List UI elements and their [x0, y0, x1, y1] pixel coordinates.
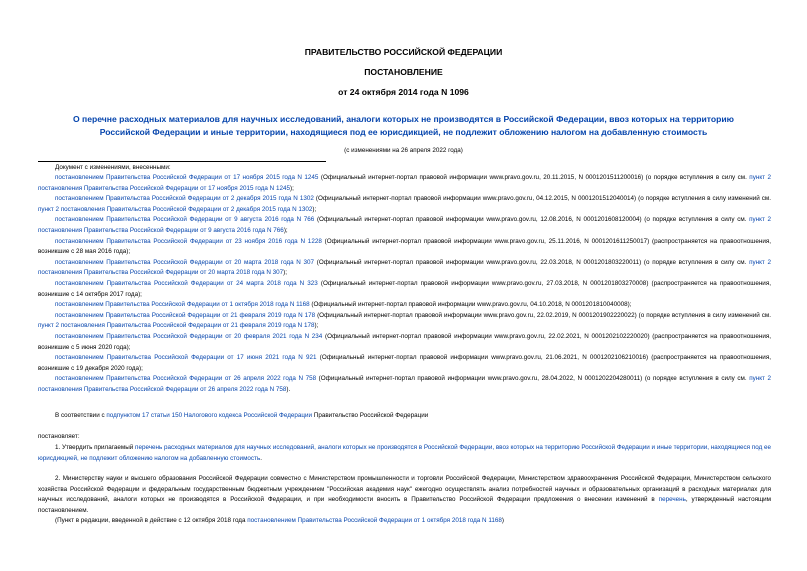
separator-line [38, 161, 326, 162]
point-2: 2. Министерству науки и высшего образования Российской Федерации совместно с Министерством промышленности и торговли Российской Федерации, Министерством здравоохранения Российской Федерации, Министерством сельского хозяйства Российской Федерации и федеральным государственным бюджетным учреждением "Российская академия наук" ежегодно осуществлять анализ потребностей научных и образовательных организаций в расходных материалах для научных исследований, аналоги которых не производятся в Российской Федерации, и при необходимости вносить в Правительство Российской Федерации предложения о внесении изменений в перечень, утвержденный настоящим постановлением. [38, 475, 772, 514]
change-item: постановлением Правительства Российской Федерации от 26 апреля 2022 года N 758 (Официальный интернет-портал правовой информации www.pravo.gov.ru, 28.04.2022, N 0001202204280011) (о порядке вступления в силу см. пункт 2 постановления Правительства Российской Федерации от 26 апреля 2022 года N 758). [38, 375, 772, 393]
amendment-link[interactable]: постановлением Правительства Российской Федерации от 1 октября 2018 года N 1168 [247, 517, 502, 524]
change-link[interactable]: постановлением Правительства Российской Федерации от 20 февраля 2021 года N 234 [55, 332, 323, 340]
tax-code-link[interactable]: подпунктом 17 статьи 150 Налогового кодекса Российской Федерации [106, 412, 313, 419]
changes-intro: Документ с изменениями, внесенными: [55, 164, 171, 171]
change-link-point[interactable]: пункт 2 постановления Правительства Российской Федерации от 21 февраля 2019 года N 178 [38, 322, 315, 330]
change-item: постановлением Правительства Российской Федерации от 1 октября 2018 года N 1168 (Официальный интернет-портал правовой информации www.pravo.gov.ru, 04.10.2018, N 0001201810040008); [55, 301, 632, 309]
change-link-point[interactable]: пункт 2 постановления Правительства Российской Федерации от 20 марта 2018 года N 307 [38, 258, 772, 277]
change-item: постановлением Правительства Российской Федерации от 17 ноября 2015 года N 1245 (Официальный интернет-портал правовой информации www.pravo.gov.ru, 20.11.2015, N 0001201511200016) (о порядке вступления в силу см. пункт 2 постановления Правительства Российской Федерации от 17 ноября 2015 года N 1245); [38, 174, 771, 192]
change-item: постановлением Правительства Российской Федерации от 24 марта 2018 года N 323 (Официальный интернет-портал правовой информации www.pravo.gov.ru, 27.03.2018, N 0001201803270008) (распространяется на правоотношения, возникшие с 14 октября 2017 года); [38, 279, 771, 298]
change-item: постановлением Правительства Российской Федерации от 2 декабря 2015 года N 1302 (Официальный интернет-портал правовой информации www.pravo.gov.ru, 04.12.2015, N 0001201512040014) (о порядке вступления в силу изменений см. пункт 2 постановления Правительства Российской Федерации от 2 декабря 2015 года N 1302); [38, 195, 771, 213]
point-1: 1. Утвердить прилагаемый перечень расходных материалов для научных исследований, аналоги которых не производятся в Российской Федерации, ввоз которых на территорию Российской Федерации и иные территории, находящиеся под ее юрисдикцией, не подлежит обложению налогом на добавленную стоимость. [38, 444, 772, 462]
change-link[interactable]: постановлением Правительства Российской Федерации от 24 марта 2018 года N 323 [55, 279, 318, 287]
change-item: постановлением Правительства Российской Федерации от 17 июня 2021 года N 921 (Официальный интернет-портал правовой информации www.pravo.gov.ru, 21.06.2021, N 0001202106210016) (распространяется на правоотношения, возникшие с 19 декабря 2020 года); [38, 354, 771, 372]
change-link-point[interactable]: пункт 2 постановления Правительства Российской Федерации от 17 ноября 2015 года N 1245 [38, 174, 771, 192]
change-item: постановлением Правительства Российской Федерации от 21 февраля 2019 года N 178 (Официальный интернет-портал правовой информации www.pravo.gov.ru, 22.02.2019, N 0001201902220022) (о порядке вступления в силу изменений см. пункт 2 постановления Правительства Российской Федерации от 21 февраля 2019 года N 178); [38, 311, 771, 330]
change-link[interactable]: постановлением Правительства Российской Федерации от 17 июня 2021 года N 921 [55, 354, 317, 362]
change-link[interactable]: постановлением Правительства Российской Федерации от 2 декабря 2015 года N 1302 [55, 195, 314, 203]
government-header: ПРАВИТЕЛЬСТВО РОССИЙСКОЙ ФЕДЕРАЦИИ [304, 47, 503, 57]
edition-note: (с изменениями на 26 апреля 2022 года) [344, 147, 463, 154]
change-link-point[interactable]: пункт 2 постановления Правительства Российской Федерации от 26 апреля 2022 года N 758 [38, 375, 772, 393]
document-date-number: от 24 октября 2014 года N 1096 [338, 87, 469, 97]
change-item: постановлением Правительства Российской Федерации от 20 марта 2018 года N 307 (Официальный интернет-портал правовой информации www.pravo.gov.ru, 22.03.2018, N 0001201803220011) (о порядке вступления в силу см. пункт 2 постановления Правительства Российской Федерации от 20 марта 2018 года N 307); [38, 258, 772, 277]
change-link[interactable]: постановлением Правительства Российской Федерации от 20 марта 2018 года N 307 [55, 258, 315, 266]
change-item: постановлением Правительства Российской Федерации от 23 ноября 2016 года N 1228 (Официальный интернет-портал правовой информации www.pravo.gov.ru, 25.11.2016, N 0001201611250017) (распространяется на правоотношения, возникшие с 28 мая 2016 года); [38, 237, 771, 256]
document-title: О перечне расходных материалов для научных исследований, аналоги которых не производятся в Российской Федерации, ввоз которых на территорию Российской Федерации и иные территории, находящиеся под ее юрисдикцией, не подлежит обложению налогом на добавленную стоимость [72, 114, 735, 137]
basis-paragraph: В соответствии с подпунктом 17 статьи 150 Налогового кодекса Российской Федерации Правительство Российской Федерации [55, 412, 429, 419]
change-link[interactable]: постановлением Правительства Российской Федерации от 17 ноября 2015 года N 1245 [55, 174, 319, 181]
list-link[interactable]: перечень расходных материалов для научных исследований, аналоги которых не производятся в Российской Федерации, ввоз которых на территорию Российской Федерации и иные территории, находящиеся под ее юрисдикцией, не подлежит обложению налогом на добавленную стоимость [38, 444, 772, 462]
change-link[interactable]: постановлением Правительства Российской Федерации от 21 февраля 2019 года N 178 [55, 311, 316, 319]
document-type: ПОСТАНОВЛЕНИЕ [364, 67, 443, 77]
change-item: постановлением Правительства Российской Федерации от 20 февраля 2021 года N 234 (Официальный интернет-портал правовой информации www.pravo.gov.ru, 22.02.2021, N 0001202102220020) (распространяется на правоотношения, возникшие с 5 июня 2020 года); [38, 332, 771, 351]
changes-list [38, 173, 771, 395]
point-2-note: (Пункт в редакции, введенной в действие с 12 октября 2018 года постановлением Правительства Российской Федерации от 1 октября 2018 года N 1168) [55, 517, 504, 524]
change-link-point[interactable]: пункт 2 постановления Правительства Российской Федерации от 9 августа 2016 года N 766 [38, 216, 771, 234]
change-link[interactable]: постановлением Правительства Российской Федерации от 1 октября 2018 года N 1168 [55, 301, 310, 309]
change-item: постановлением Правительства Российской Федерации от 9 августа 2016 года N 766 (Официальный интернет-портал правовой информации www.pravo.gov.ru, 12.08.2016, N 0001201608120004) (о порядке вступления в силу см. пункт 2 постановления Правительства Российской Федерации от 9 августа 2016 года N 766); [38, 216, 771, 234]
change-link[interactable]: постановлением Правительства Российской Федерации от 26 апреля 2022 года N 758 [55, 375, 317, 383]
decides-text: постановляет: [38, 433, 80, 440]
change-link[interactable]: постановлением Правительства Российской Федерации от 23 ноября 2016 года N 1228 [55, 237, 322, 245]
change-link-point[interactable]: пункт 2 постановления Правительства Российской Федерации от 2 декабря 2015 года N 1302 [38, 205, 313, 213]
change-link[interactable]: постановлением Правительства Российской Федерации от 9 августа 2016 года N 766 [55, 216, 315, 224]
list-link-short[interactable]: перечень [658, 496, 686, 504]
